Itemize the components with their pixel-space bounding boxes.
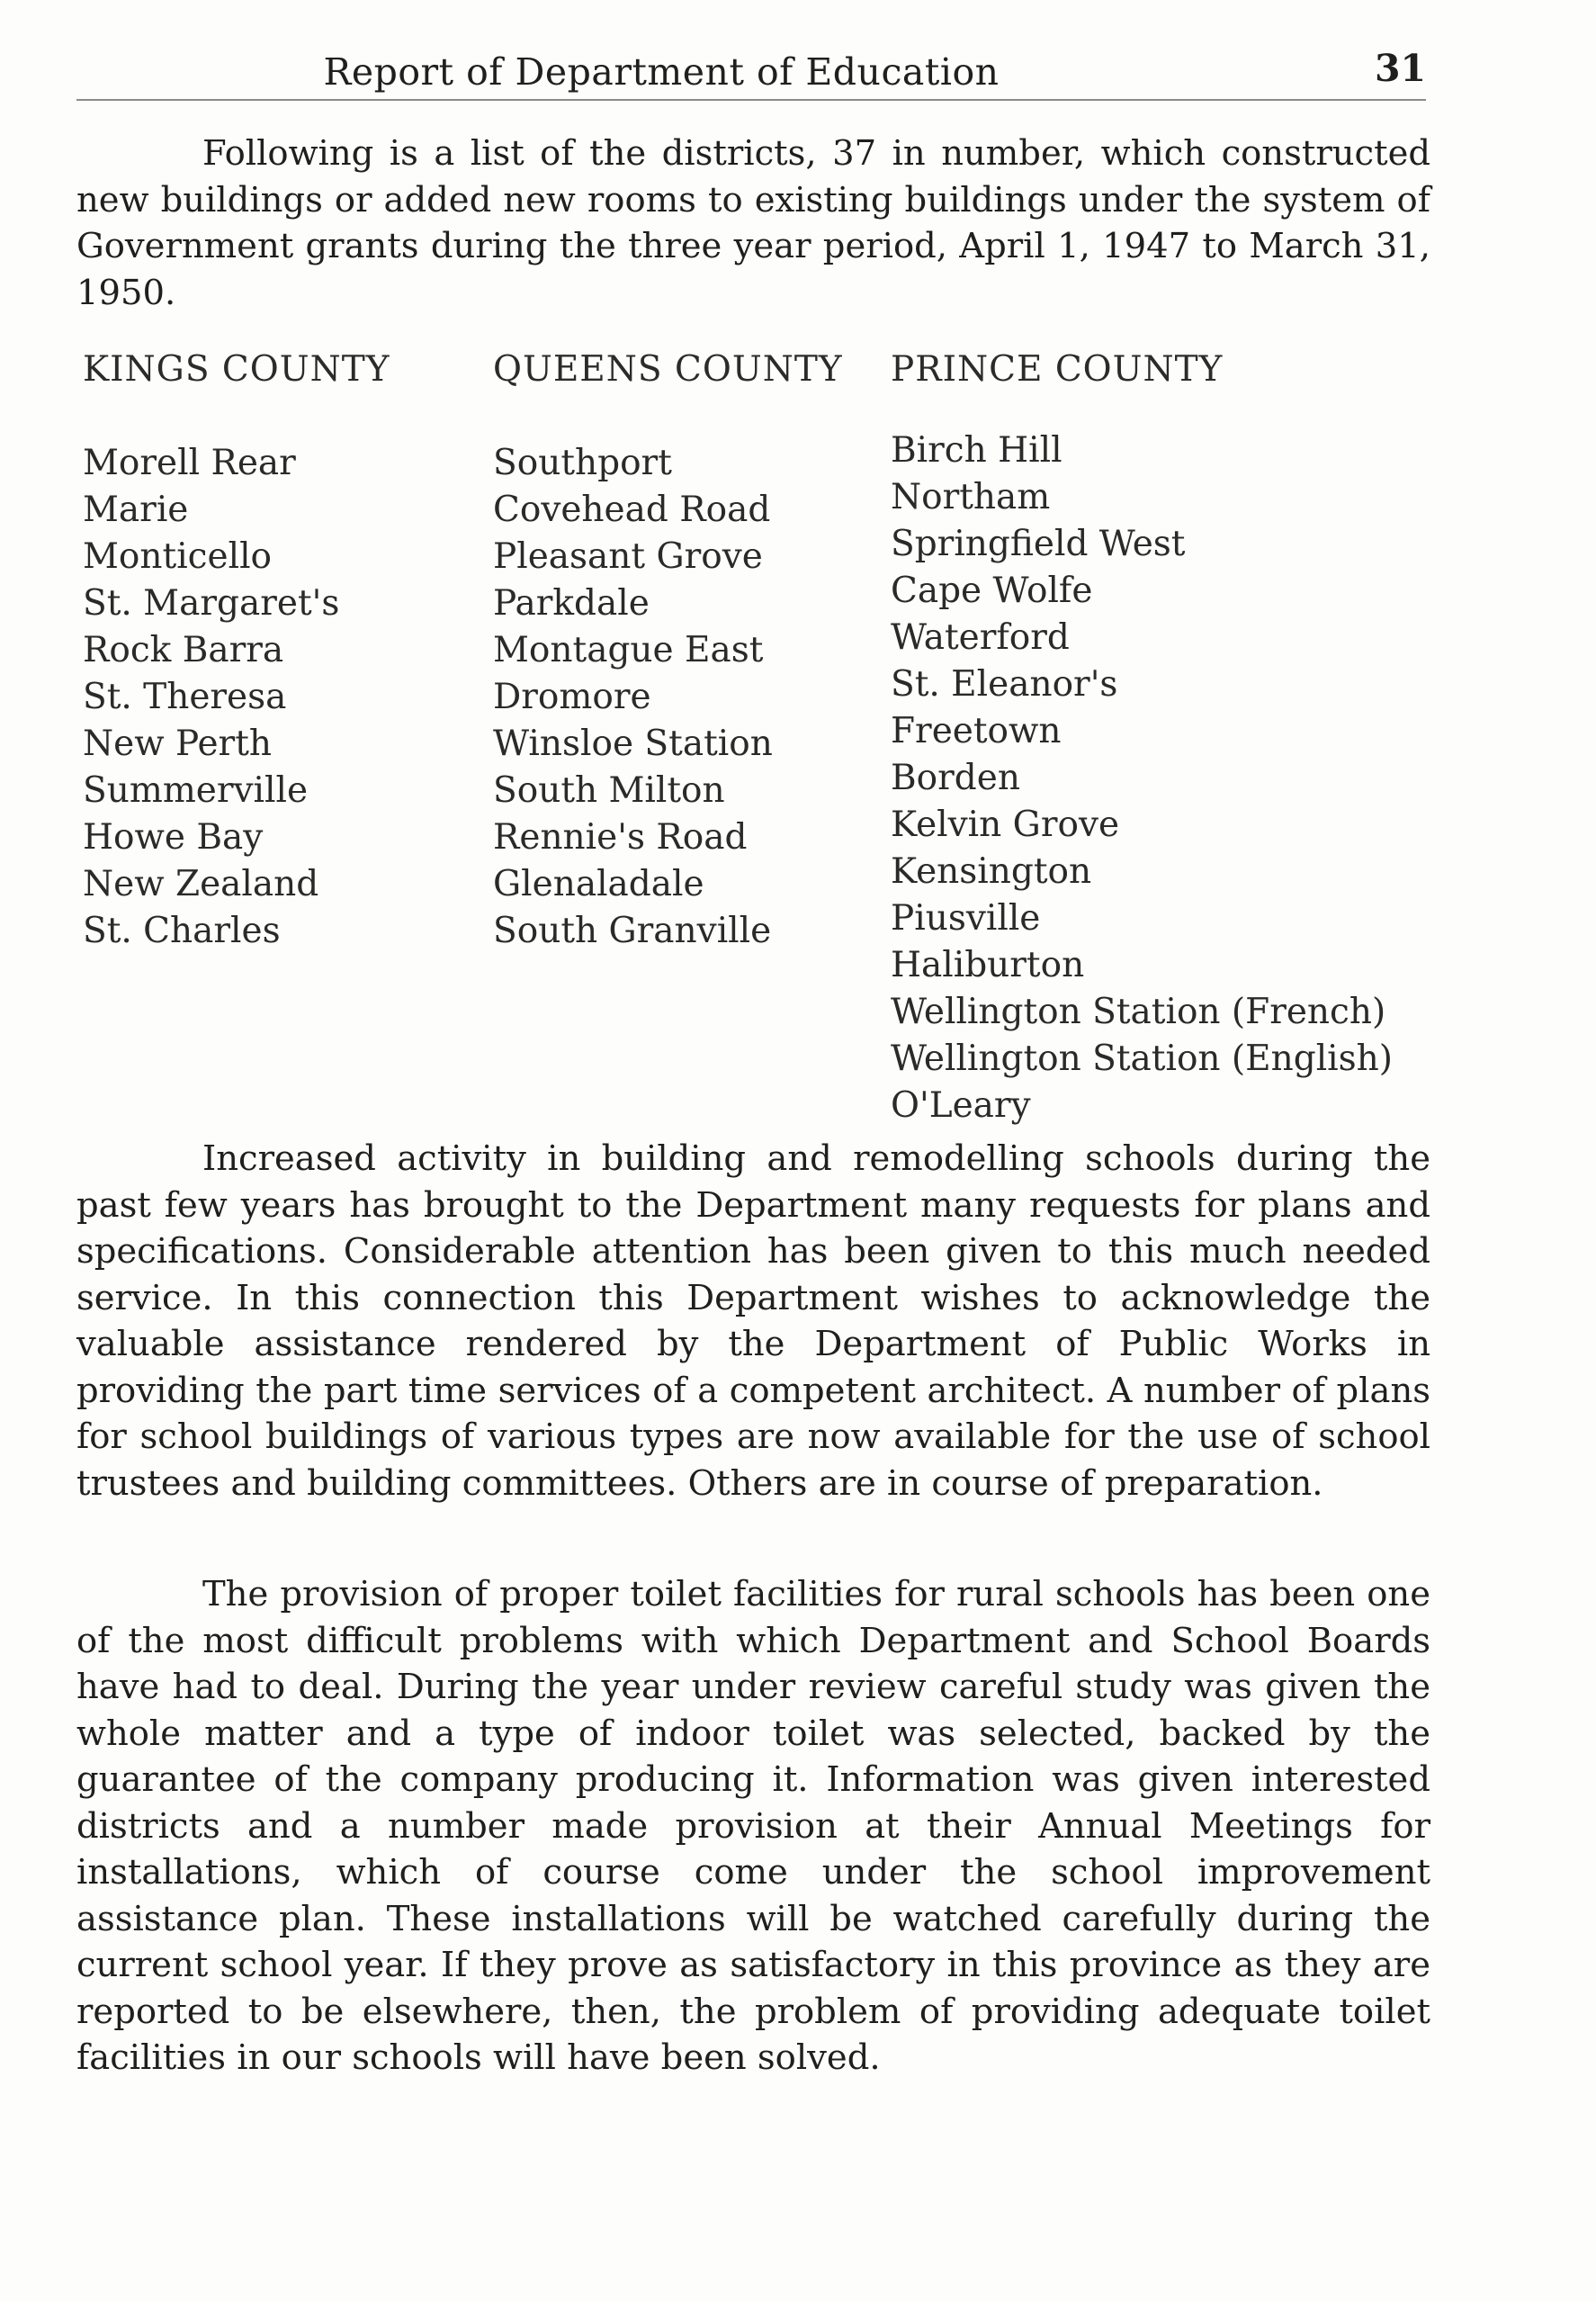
list-item: Northam [891, 477, 1051, 517]
prince-county-column [891, 346, 1393, 1129]
list-item: Morell Rear [83, 443, 296, 483]
list-item: St. Margaret's [83, 583, 340, 624]
list-item: South Granville [493, 911, 772, 951]
intro-paragraph: Following is a list of the districts, 37 in number, which constructed new buildings or added new rooms to existing buildings under the system of Government grants during the three year period, April 1, 1947 to March 31, 1950. [76, 133, 1430, 313]
county-heading: PRINCE COUNTY [891, 349, 1224, 390]
list-item: Cape Wolfe [891, 571, 1093, 611]
list-item: St. Charles [83, 911, 281, 951]
district-list [891, 427, 1393, 1129]
list-item: Freetown [891, 711, 1062, 751]
list-item: South Milton [493, 770, 725, 811]
list-item: Winsloe Station [493, 724, 773, 764]
header-rule [76, 99, 1426, 101]
toilet-facilities-paragraph: The provision of proper toilet facilities for rural schools has been one of the most difficult problems with which Department and School Boards have had to deal. During the year under review careful study was given the whole matter and a type of indoor toilet was selected, backed by the guarantee of the company producing it. Information was given interested districts and a number made provision at their Annual Meetings for installations, which of course come under the school improvement assistance plan. These installations will be watched carefully during the current school year. If they prove as satisfactory in this province as they are reported to be elsewhere, then, the problem of providing adequate toilet facilities in our schools will have been solved. [76, 1574, 1430, 2078]
list-item: New Zealand [83, 864, 319, 904]
list-item: Howe Bay [83, 817, 264, 858]
list-item: Kensington [891, 851, 1092, 892]
list-item: Borden [891, 758, 1020, 798]
list-item: Wellington Station (English) [891, 1039, 1393, 1079]
list-item: Wellington Station (French) [891, 992, 1386, 1032]
running-header-title: Report of Department of Education [323, 50, 1000, 94]
list-item: Covehead Road [493, 490, 771, 530]
list-item: Birch Hill [891, 430, 1063, 471]
kings-county-column [83, 346, 390, 955]
list-item: Piusville [891, 898, 1041, 939]
queens-county-column [493, 346, 843, 955]
list-item: Kelvin Grove [891, 805, 1120, 845]
page-number: 31 [1374, 47, 1426, 90]
list-item: St. Eleanor's [891, 664, 1118, 705]
list-item: Springfield West [891, 524, 1186, 564]
list-item: Waterford [891, 617, 1070, 658]
county-heading: KINGS COUNTY [83, 349, 390, 390]
list-item: Dromore [493, 677, 651, 717]
list-item: Rennie's Road [493, 817, 748, 858]
list-item: Pleasant Grove [493, 536, 763, 577]
building-activity-paragraph: Increased activity in building and remodelling schools during the past few years has brought to the Department many requests for plans and specifications. Considerable attention has been given to this much needed service. In this connection this Department wishes to acknowledge the valuable assistance rendered by the Department of Public Works in providing the part time services of a competent architect. A number of plans for school buildings of various types are now available for the use of school trustees and building committees. Others are in course of preparation. [76, 1138, 1430, 1504]
list-item: O'Leary [891, 1085, 1031, 1126]
district-list [83, 440, 390, 955]
list-item: Summerville [83, 770, 309, 811]
page-header [76, 47, 1426, 101]
list-item: Montague East [493, 630, 764, 670]
list-item: Marie [83, 490, 189, 530]
district-list [493, 440, 843, 955]
list-item: New Perth [83, 724, 272, 764]
list-item: Haliburton [891, 945, 1085, 985]
list-item: St. Theresa [83, 677, 287, 717]
county-heading: QUEENS COUNTY [493, 349, 843, 390]
list-item: Parkdale [493, 583, 650, 624]
list-item: Southport [493, 443, 672, 483]
list-item: Glenaladale [493, 864, 704, 904]
list-item: Monticello [83, 536, 273, 577]
list-item: Rock Barra [83, 630, 284, 670]
